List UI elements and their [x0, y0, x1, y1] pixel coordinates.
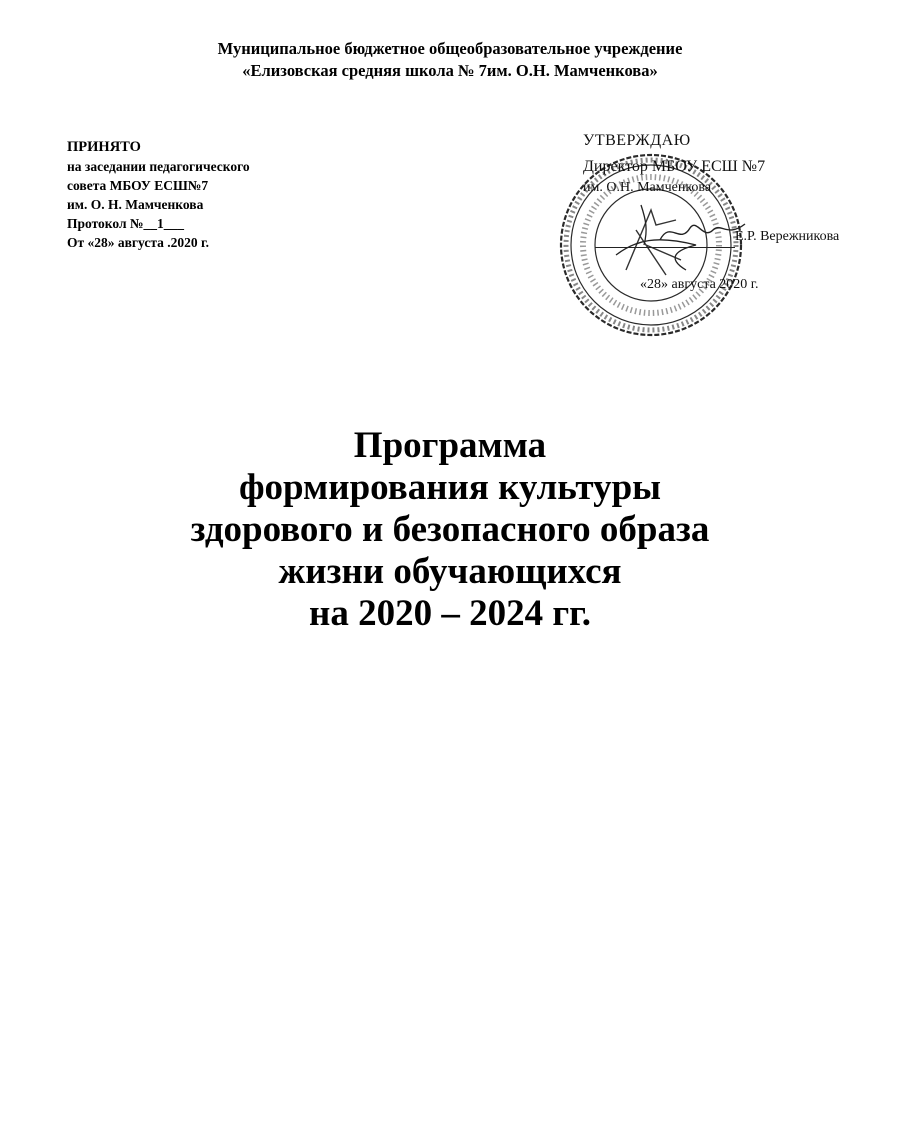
document-title	[0, 425, 900, 635]
approve-heading: УТВЕРЖДАЮ	[583, 132, 691, 149]
accepted-block	[67, 138, 250, 252]
accepted-line-1: на заседании педагогического	[67, 159, 250, 174]
title-line-3: здорового и безопасного образа	[190, 509, 710, 550]
school-header-line-2: «Елизовская средняя школа № 7им. О.Н. Мамченкова»	[242, 61, 658, 80]
approve-date: «28» августа 2020 г.	[640, 277, 759, 292]
accepted-line-4: Протокол №__1___	[67, 216, 184, 231]
accepted-line-3: им. О. Н. Мамченкова	[67, 197, 204, 212]
accepted-heading: ПРИНЯТО	[67, 139, 141, 155]
approve-line-1: Директор МБОУ ЕСШ №7	[583, 158, 766, 175]
accepted-line-5: От «28» августа .2020 г.	[67, 235, 210, 250]
approve-line-2: им. О.Н. Мамченкова	[583, 180, 712, 195]
title-line-2: формирования культуры	[238, 467, 662, 508]
accepted-line-2: совета МБОУ ЕСШ№7	[67, 178, 209, 193]
title-line-5: на 2020 – 2024 гг.	[309, 593, 591, 634]
approve-signer: Е.Р. Вережникова	[735, 229, 840, 244]
title-line-4: жизни обучающихся	[278, 551, 622, 592]
approve-block	[575, 130, 885, 330]
title-line-1: Программа	[353, 425, 547, 466]
school-header	[0, 38, 900, 82]
school-header-line-1: Муниципальное бюджетное общеобразовательное учреждение	[217, 39, 683, 58]
